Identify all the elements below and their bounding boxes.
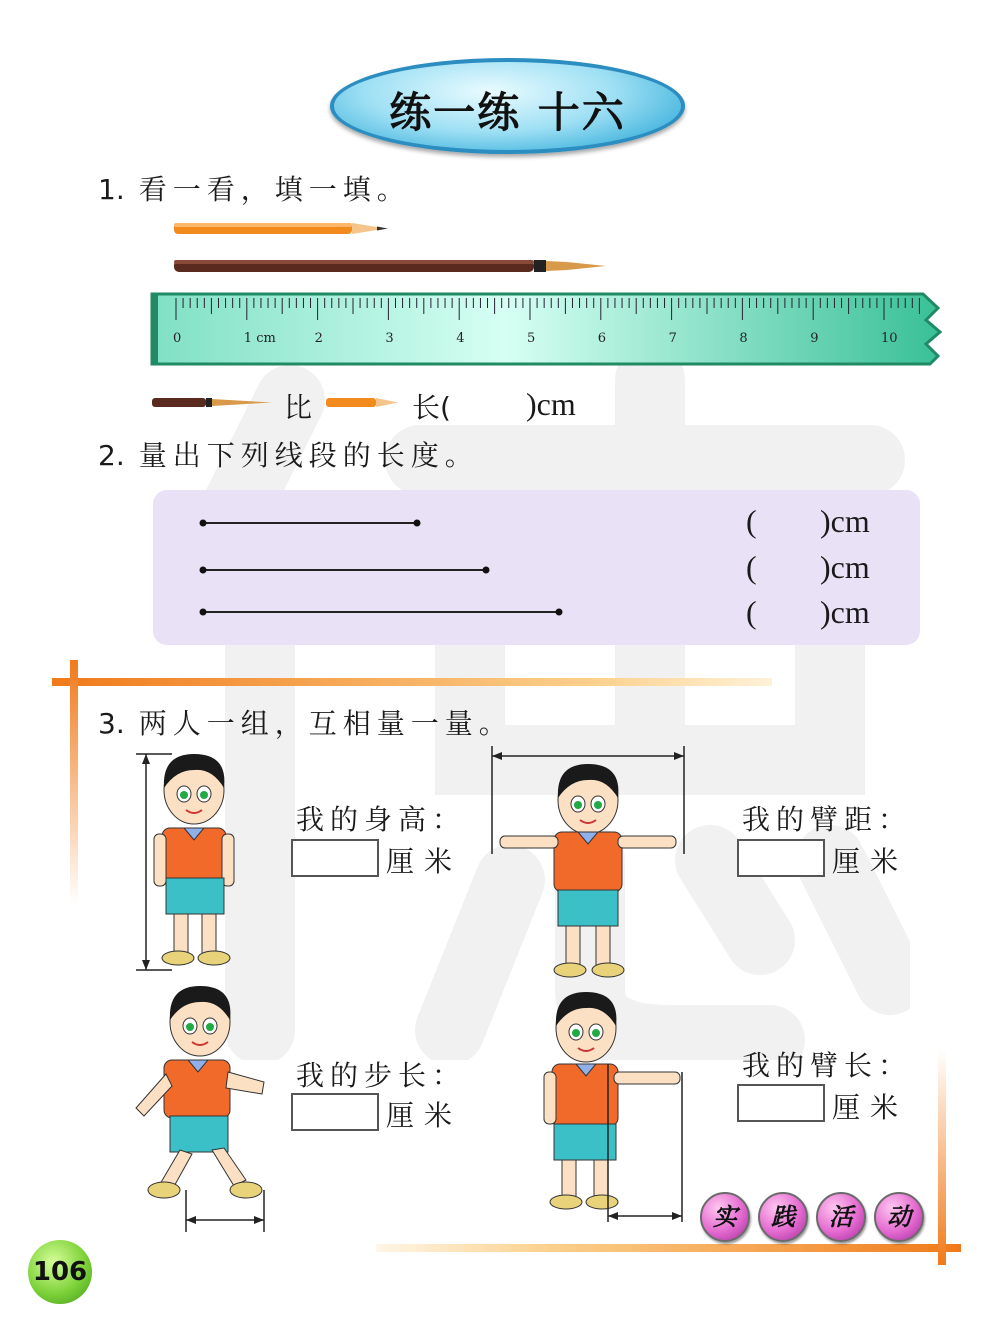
badge-char-4: 动 — [874, 1192, 924, 1242]
question-2-number: 2. — [98, 439, 125, 472]
boy-step-length-illustration — [128, 984, 278, 1234]
ruler-tick-label: 10 — [881, 331, 898, 346]
ruler-tick-label: 7 — [668, 331, 677, 346]
boy-arm-span-illustration — [488, 744, 688, 984]
question-2 — [98, 434, 479, 474]
pencil-small-icon — [326, 396, 400, 410]
height-answer-box[interactable] — [291, 839, 379, 877]
height-unit: 厘米 — [386, 845, 463, 878]
arm-span-unit: 厘米 — [832, 845, 909, 878]
brush-pen-small-icon — [152, 395, 277, 411]
answer-blank-3[interactable] — [760, 596, 818, 630]
page-title: 练一练 十六 — [389, 88, 626, 137]
compare-unit: )cm — [526, 386, 576, 422]
answer-blank-2[interactable] — [760, 551, 818, 585]
ruler-tick-label: 8 — [739, 331, 748, 346]
step-length-answer-box[interactable] — [291, 1093, 379, 1131]
compare-suffix — [412, 386, 451, 426]
ruler-tick-label: 2 — [314, 331, 323, 346]
height-label: 我的身高： — [296, 803, 467, 836]
question-3-text: 两人一组，互相量一量。 — [138, 707, 513, 740]
boy-height-illustration — [132, 748, 252, 976]
arm-length-label: 我的臂长： — [742, 1049, 913, 1082]
ruler-tick-label: 4 — [456, 331, 465, 346]
page-number: 106 — [28, 1240, 92, 1304]
q1-answer-blank[interactable] — [464, 389, 522, 425]
boy-arm-length-illustration — [536, 990, 696, 1230]
ruler-tick-label: 5 — [527, 331, 536, 346]
question-2-text: 量出下列线段的长度。 — [138, 439, 479, 472]
arm-length-answer-box[interactable] — [737, 1084, 825, 1122]
step-length-unit: 厘米 — [386, 1099, 463, 1132]
ruler-tick-label: 9 — [810, 331, 819, 346]
pencil-image — [172, 220, 392, 238]
ruler-tick-label: 1 cm — [243, 331, 276, 346]
ruler-image — [148, 290, 943, 368]
answer-unit-2: )cm — [820, 549, 870, 585]
ruler-tick-label: 6 — [597, 331, 607, 346]
step-length-label: 我的步长： — [296, 1059, 467, 1092]
answer-unit-3: )cm — [820, 594, 870, 630]
ruler-tick-label: 0 — [173, 331, 182, 346]
brush-pen-image — [172, 256, 612, 278]
answer-blank-1[interactable] — [760, 505, 818, 539]
arm-span-answer-box[interactable] — [737, 839, 825, 877]
answer-unit-1: )cm — [820, 503, 870, 539]
compare-word: 比 — [284, 391, 313, 424]
question-1-number: 1. — [98, 173, 125, 206]
compare-suffix-text: 长( — [412, 391, 451, 424]
badge-char-3: 活 — [816, 1192, 866, 1242]
question-3 — [98, 702, 513, 742]
question-1-text: 看一看，填一填。 — [138, 173, 411, 206]
answer-open-3: ( — [746, 594, 757, 630]
answer-open-1: ( — [746, 503, 757, 539]
arm-span-label: 我的臂距： — [742, 803, 913, 836]
question-1 — [98, 168, 411, 208]
ruler-tick-label: 3 — [385, 331, 394, 346]
answer-open-2: ( — [746, 549, 757, 585]
arm-length-unit: 厘米 — [832, 1091, 909, 1124]
line-segments — [195, 510, 575, 625]
badge-char-1: 实 — [700, 1192, 750, 1242]
question-3-number: 3. — [98, 707, 125, 740]
badge-char-2: 践 — [758, 1192, 808, 1242]
